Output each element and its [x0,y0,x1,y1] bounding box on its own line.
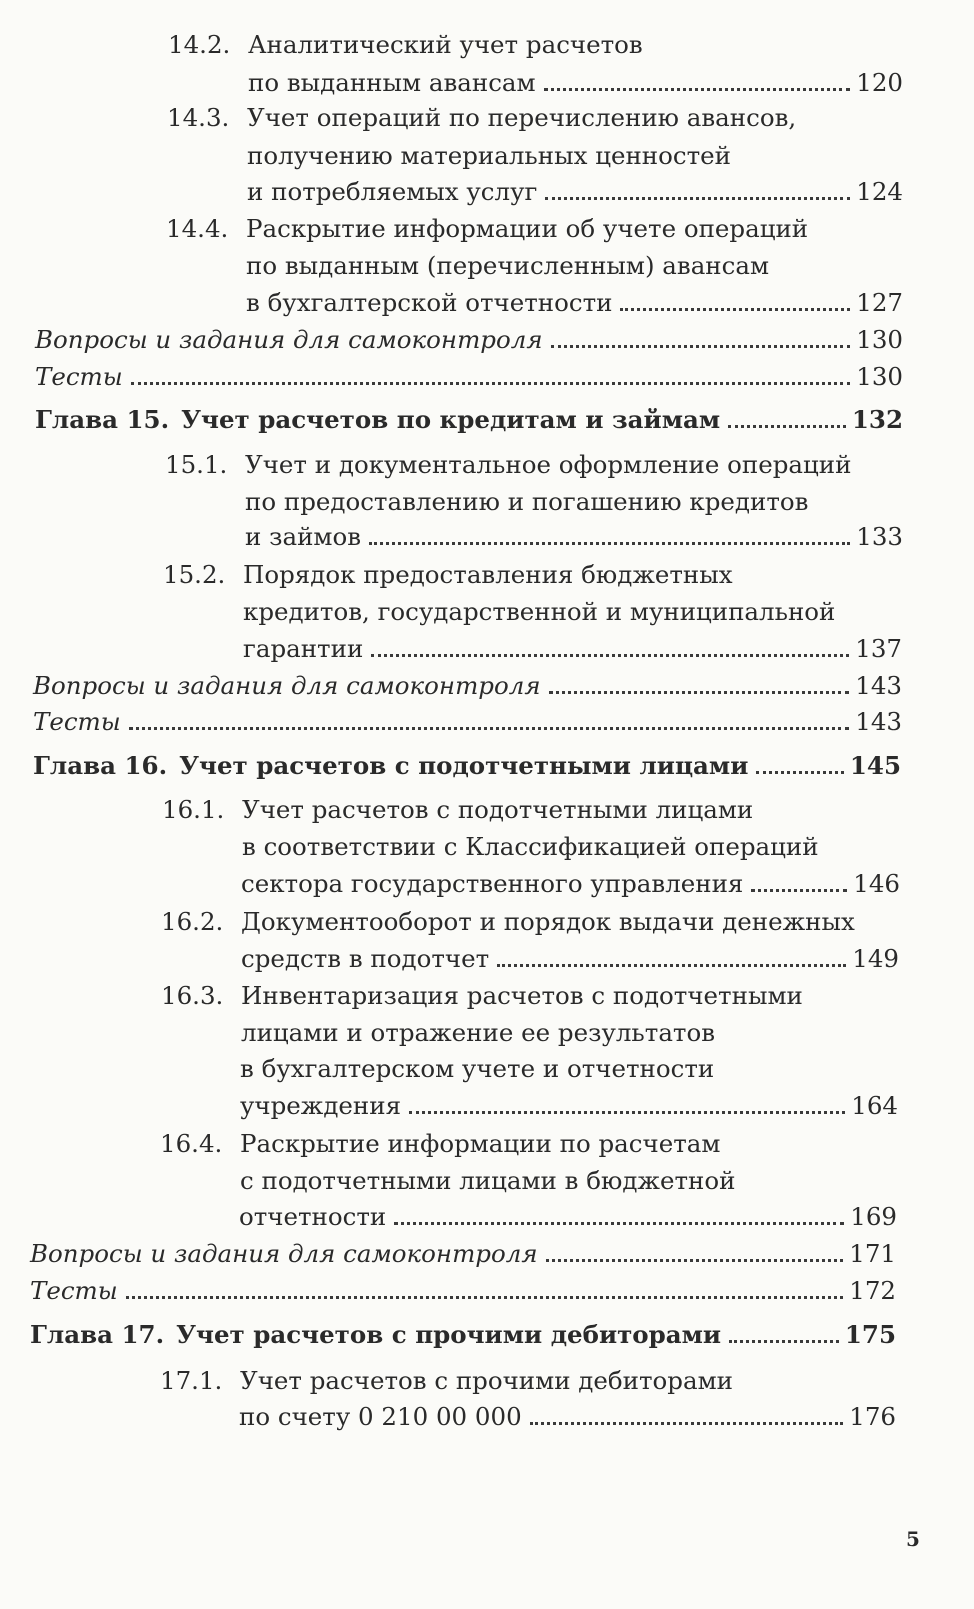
section-title-line: Порядок предоставления бюджетных [243,560,733,589]
leader-dots [530,1421,844,1425]
toc-chapter-15[interactable] [35,405,903,434]
tests-title: Тесты [35,362,123,391]
chapter-title: Учет расчетов с подотчетными лицами [179,751,749,780]
leader-dots [409,1110,845,1114]
page-number: 171 [849,1239,896,1268]
section-title-line: Раскрытие информации об учете операций [246,214,809,243]
section-title-line: лицами и отражение ее результатов [241,1018,716,1047]
page-number: 164 [851,1091,898,1120]
section-title-line: в соответствии с Классификацией операций [242,832,819,861]
section-title-line: Учет и документальное оформление операций [245,450,852,479]
leader-dots [545,196,850,200]
section-title-line: по выданным (перечисленным) авансам [246,251,770,280]
page-folio: 5 [906,1527,920,1551]
section-title-line: кредитов, государственной и муниципальной [243,597,836,626]
page-number: 127 [856,288,903,317]
section-title-line: Учет расчетов с прочими дебиторами [240,1366,733,1395]
leader-dots [729,1339,839,1343]
leader-dots [544,87,851,91]
leader-dots [728,424,846,428]
section-number: 14.4. [166,214,229,243]
section-number: 16.3. [161,981,224,1010]
section-number: 16.4. [160,1129,223,1158]
page-number: 120 [856,68,903,97]
page-number: 146 [853,869,900,898]
toc-line [168,30,643,59]
page-number: 124 [856,177,903,206]
toc-line [246,251,769,280]
section-title-line: средств в подотчет [241,944,490,973]
leader-dots [131,381,850,385]
section-title-line: в бухгалтерской отчетности [246,288,613,317]
leader-dots [371,653,849,657]
toc-entry-15-1[interactable] [245,522,903,551]
section-title-line: Аналитический учет расчетов [248,30,643,59]
toc-line [163,560,733,589]
leader-dots [497,963,846,967]
toc-entry-14-3[interactable] [247,177,903,206]
toc-line [162,795,753,824]
toc-line [161,907,855,936]
section-number: 14.2. [168,30,231,59]
section-title-line: Раскрытие информации по расчетам [240,1129,721,1158]
page-number: 176 [849,1402,896,1431]
chapter-title: Учет расчетов с прочими дебиторами [176,1320,722,1349]
chapter-number: Глава 15. [35,405,170,434]
toc-line [242,832,819,861]
section-title-line: в бухгалтерском учете и отчетности [240,1054,715,1083]
toc-line [240,1054,714,1083]
section-title-line: по счету 0 210 00 000 [239,1402,522,1431]
page-number: 137 [855,634,902,663]
tests-title: Тесты [30,1276,118,1305]
questions-title: Вопросы и задания для самоконтроля [33,671,541,700]
section-title-line: Инвентаризация расчетов с подотчетными [241,981,803,1010]
section-title-line: получению материальных ценностей [247,141,731,170]
toc-line [165,450,851,479]
toc-entry-16-4[interactable] [239,1202,897,1231]
leader-dots [756,770,843,774]
toc-entry-16-2[interactable] [241,944,899,973]
toc-entry-questions[interactable] [30,1239,896,1268]
toc-entry-15-2[interactable] [243,634,902,663]
section-title-line: с подотчетными лицами в бюджетной [240,1166,736,1195]
page-number: 143 [855,671,902,700]
section-title-line: отчетности [239,1202,387,1231]
section-title-line: сектора государственного управления [241,869,744,898]
toc-line [241,1018,715,1047]
toc-entry-tests[interactable] [35,362,903,391]
page-number: 143 [855,707,902,736]
toc-entry-14-2[interactable] [248,68,903,97]
leader-dots [751,888,847,892]
toc-entry-tests[interactable] [30,1276,896,1305]
toc-line [161,981,803,1010]
leader-dots [394,1221,844,1225]
section-title-line: и потребляемых услуг [247,177,538,206]
toc-line [240,1166,735,1195]
toc-line [247,141,731,170]
page-number: 130 [856,362,903,391]
toc-chapter-17[interactable] [30,1320,896,1349]
section-number: 16.2. [161,907,224,936]
section-title-line: гарантии [243,634,364,663]
leader-dots [369,541,850,545]
page-number: 175 [844,1320,896,1349]
page-number: 149 [852,944,899,973]
leader-dots [129,726,849,730]
leader-dots [551,344,851,348]
chapter-number: Глава 17. [30,1320,165,1349]
section-number: 14.3. [167,103,230,132]
questions-title: Вопросы и задания для самоконтроля [30,1239,538,1268]
toc-line [167,103,796,132]
toc-entry-17-1[interactable] [239,1402,896,1431]
toc-entry-14-4[interactable] [246,288,903,317]
toc-entry-questions[interactable] [35,325,903,354]
page-number: 132 [851,405,903,434]
section-title-line: Учет операций по перечислению авансов, [247,103,797,132]
section-title-line: по выданным авансам [248,68,536,97]
leader-dots [126,1295,843,1299]
toc-entry-questions[interactable] [33,671,902,700]
section-number: 16.1. [162,795,225,824]
leader-dots [549,690,850,694]
section-number: 17.1. [160,1366,223,1395]
toc-entry-16-3[interactable] [240,1091,898,1120]
toc-line [160,1366,733,1395]
page-number: 145 [849,751,901,780]
leader-dots [546,1258,844,1262]
section-number: 15.2. [163,560,226,589]
section-title-line: по предоставлению и погашению кредитов [245,487,809,516]
section-number: 15.1. [165,450,228,479]
page-number: 130 [856,325,903,354]
section-title-line: учреждения [240,1091,402,1120]
section-title-line: Учет расчетов с подотчетными лицами [242,795,754,824]
section-title-line: и займов [245,522,362,551]
toc-entry-tests[interactable] [33,707,902,736]
questions-title: Вопросы и задания для самоконтроля [35,325,543,354]
chapter-number: Глава 16. [33,751,168,780]
page-number: 169 [850,1202,897,1231]
toc-line [245,487,808,516]
section-title-line: Документооборот и порядок выдачи денежных [241,907,855,936]
chapter-title: Учет расчетов по кредитам и займам [181,405,721,434]
toc-chapter-16[interactable] [33,751,901,780]
toc-entry-16-1[interactable] [241,869,900,898]
toc-line [160,1129,720,1158]
leader-dots [620,307,850,311]
page-number: 133 [856,522,903,551]
page-number: 172 [849,1276,896,1305]
toc-line [243,597,835,626]
toc-line [166,214,808,243]
tests-title: Тесты [33,707,121,736]
